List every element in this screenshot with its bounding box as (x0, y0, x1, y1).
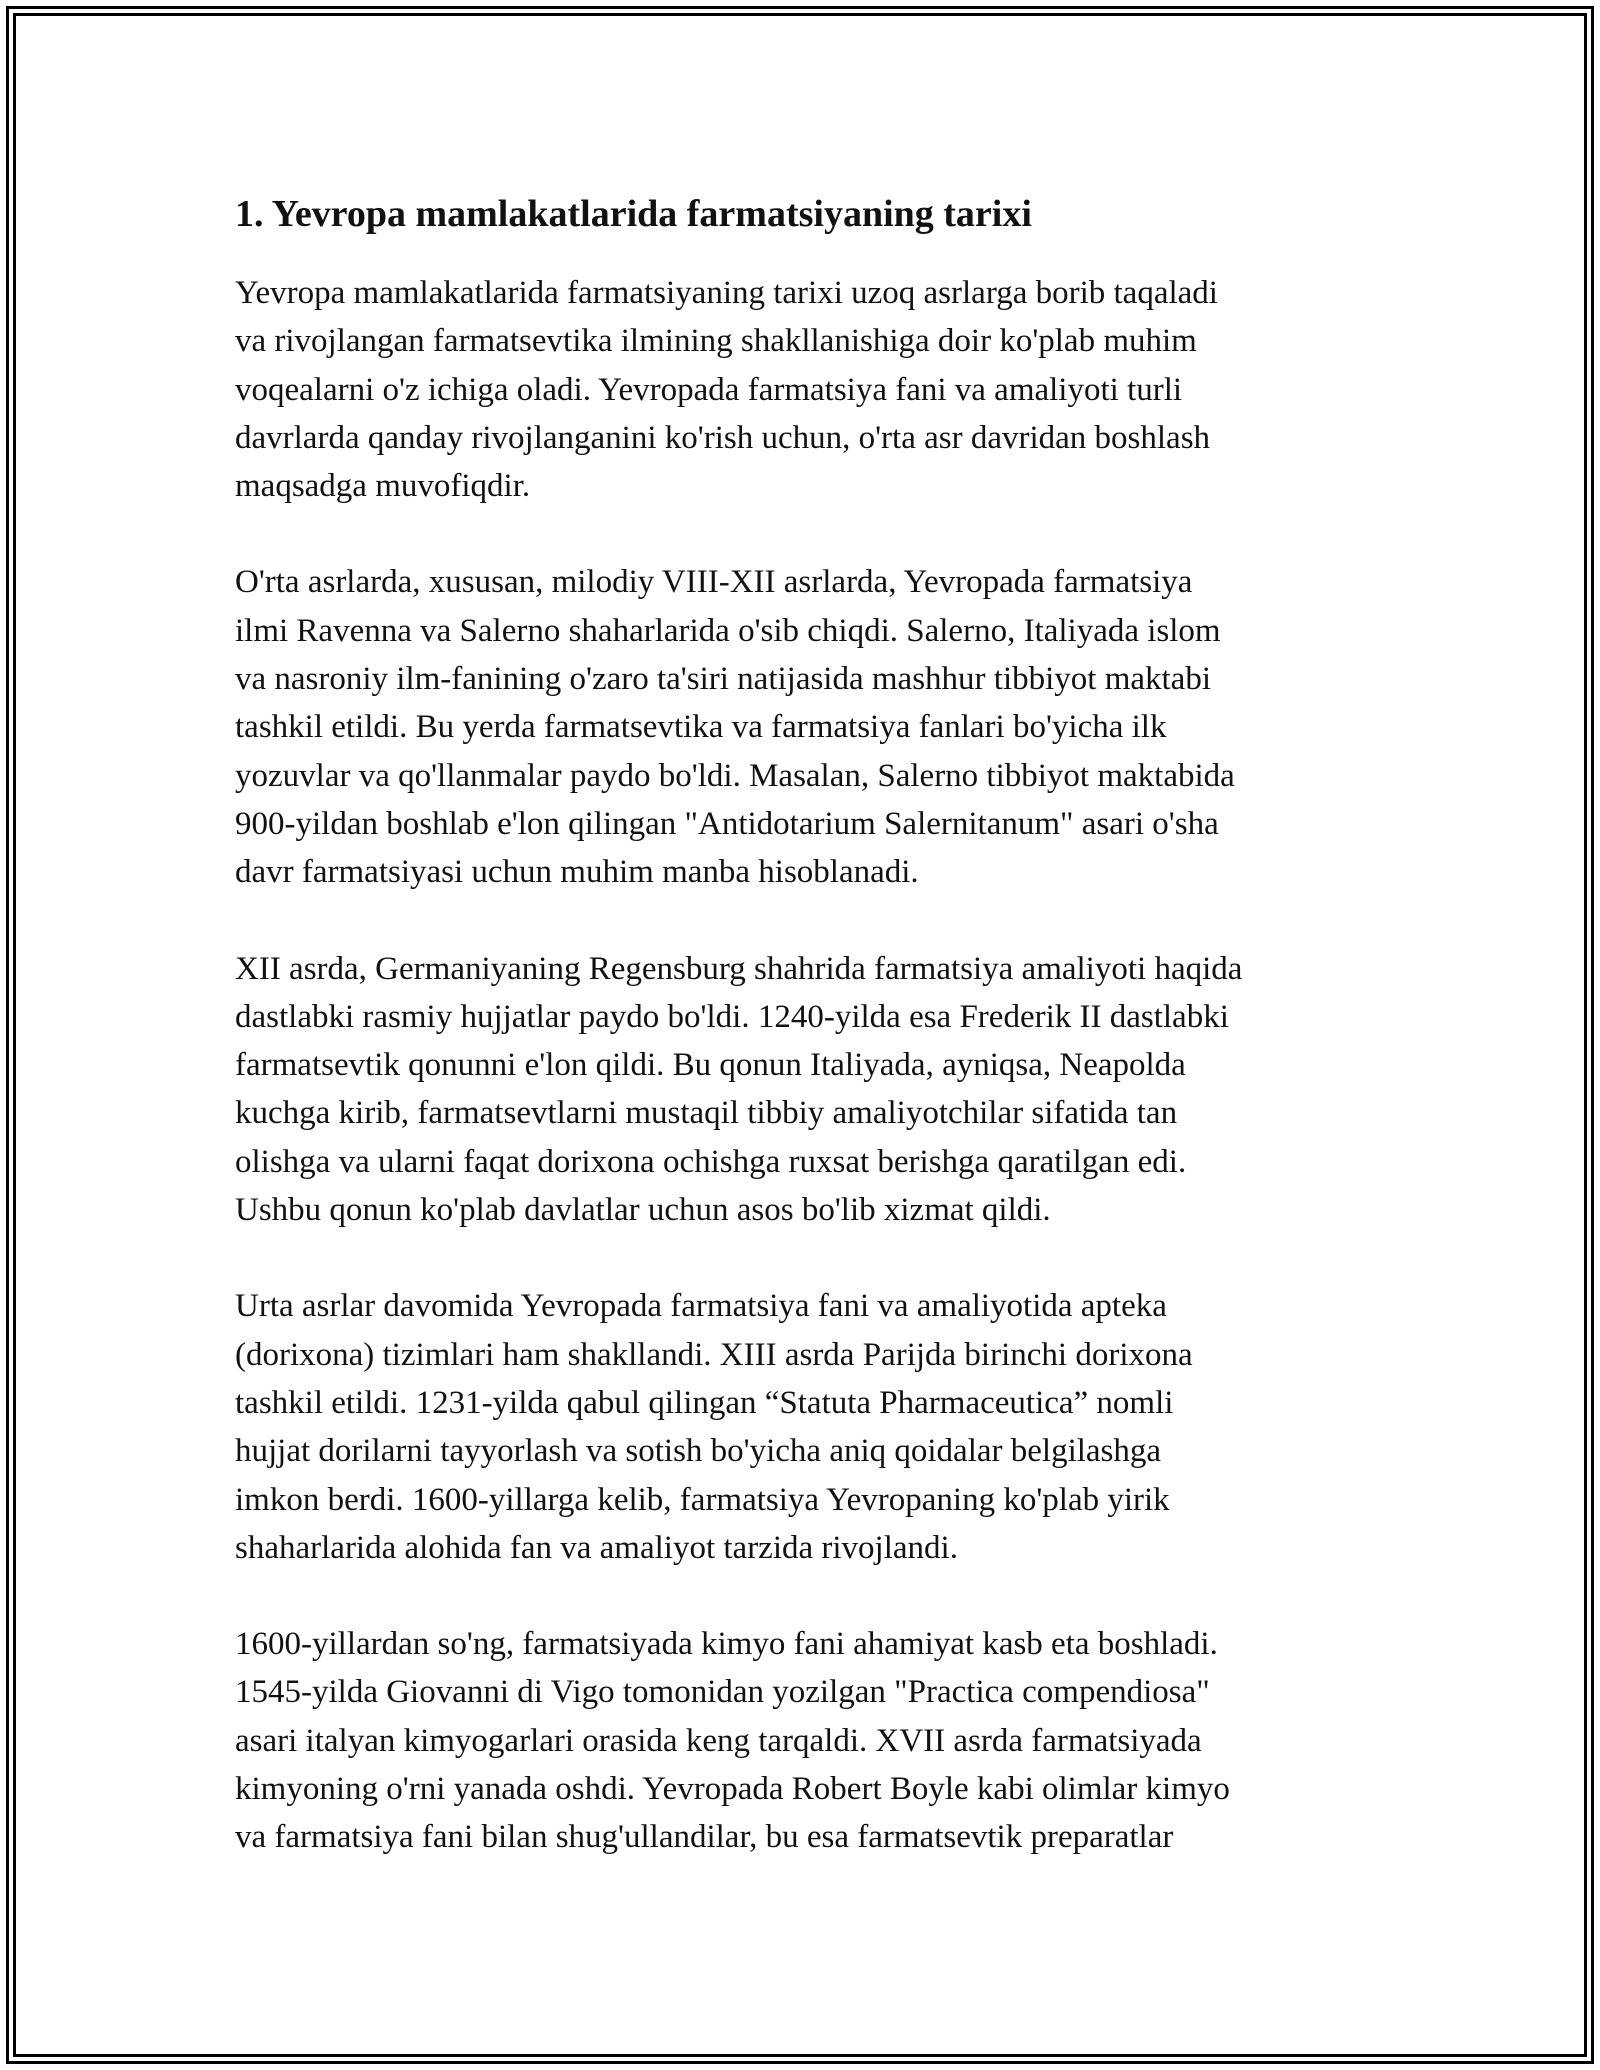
text-line: shaharlarida alohida fan va amaliyot tarzida rivojlandi. (235, 1529, 958, 1566)
paragraph-4 (235, 1282, 1370, 1572)
text-line: kimyoning o'rni yanada oshdi. Yevropada Robert Boyle kabi olimlar kimyo (235, 1771, 1230, 1808)
text-line: voqealarni o'z ichiga oladi. Yevropada farmatsiya fani va amaliyoti turli (235, 371, 1183, 408)
text-line: va farmatsiya fani bilan shug'ullandilar, bu esa farmatsevtik preparatlar (235, 1819, 1174, 1856)
text-line: Ushbu qonun ko'plab davlatlar uchun asos bo'lib xizmat qildi. (235, 1192, 1051, 1229)
text-line: olishga va ularni faqat dorixona ochishga ruxsat berishga qaratilgan edi. (235, 1143, 1187, 1180)
paragraph-3 (235, 945, 1370, 1235)
section-heading: 1. Yevropa mamlakatlarida farmatsiyaning tarixi (235, 193, 1032, 235)
text-line: tashkil etildi. 1231-yilda qabul qilingan “Statuta Pharmaceutica” nomli (235, 1384, 1174, 1421)
text-line: 900-yildan boshlab e'lon qilingan "Antidotarium Salernitanum" asari o'sha (235, 805, 1219, 842)
text-line: ilmi Ravenna va Salerno shaharlarida o'sib chiqdi. Salerno, Italiyada islom (235, 612, 1221, 649)
paragraph-5 (235, 1620, 1370, 1861)
text-line: davrlarda qanday rivojlanganini ko'rish uchun, o'rta asr davridan boshlash (235, 419, 1211, 456)
text-line: 1600-yillardan so'ng, farmatsiyada kimyo fani ahamiyat kasb eta boshladi. (235, 1626, 1218, 1663)
text-line: va nasroniy ilm-fanining o'zaro ta'siri natijasida mashhur tibbiyot maktabi (235, 661, 1211, 698)
text-line: imkon berdi. 1600-yillarga kelib, farmatsiya Yevropaning ko'plab yirik (235, 1481, 1170, 1518)
text-line: Yevropa mamlakatlarida farmatsiyaning tarixi uzoq asrlarga borib taqaladi (235, 275, 1218, 311)
text-line: Urta asrlar davomida Yevropada farmatsiya fani va amaliyotida apteka (235, 1288, 1167, 1325)
paragraph-1 (235, 269, 1370, 510)
document-body (235, 185, 1370, 1910)
text-line: davr farmatsiyasi uchun muhim manba hisoblanadi. (235, 854, 919, 891)
text-line: va rivojlangan farmatsevtika ilmining shakllanishiga doir ko'plab muhim (235, 323, 1197, 360)
text-line: yozuvlar va qo'llanmalar paydo bo'ldi. Masalan, Salerno tibbiyot maktabida (235, 757, 1235, 794)
text-line: XII asrda, Germaniyaning Regensburg shahrida farmatsiya amaliyoti haqida (235, 950, 1243, 987)
text-line: farmatsevtik qonunni e'lon qildi. Bu qonun Italiyada, ayniqsa, Neapolda (235, 1047, 1186, 1084)
text-line: tashkil etildi. Bu yerda farmatsevtika va farmatsiya fanlari bo'yicha ilk (235, 709, 1167, 746)
text-line: (dorixona) tizimlari ham shakllandi. XIII asrda Parijda birinchi dorixona (235, 1336, 1193, 1373)
text-line: kuchga kirib, farmatsevtlarni mustaqil tibbiy amaliyotchilar sifatida tan (235, 1095, 1178, 1132)
text-line: asari italyan kimyogarlari orasida keng tarqaldi. XVII asrda farmatsiyada (235, 1722, 1202, 1759)
text-line: 1545-yilda Giovanni di Vigo tomonidan yozilgan "Practica compendiosa" (235, 1674, 1210, 1711)
text-line: maqsadga muvofiqdir. (235, 468, 531, 505)
text-line: hujjat dorilarni tayyorlash va sotish bo'yicha aniq qoidalar belgilashga (235, 1433, 1162, 1470)
text-line: O'rta asrlarda, xususan, milodiy VIII-XII asrlarda, Yevropada farmatsiya (235, 564, 1193, 601)
paragraph-2 (235, 558, 1370, 896)
text-line: dastlabki rasmiy hujjatlar paydo bo'ldi. 1240-yilda esa Frederik II dastlabki (235, 998, 1229, 1035)
